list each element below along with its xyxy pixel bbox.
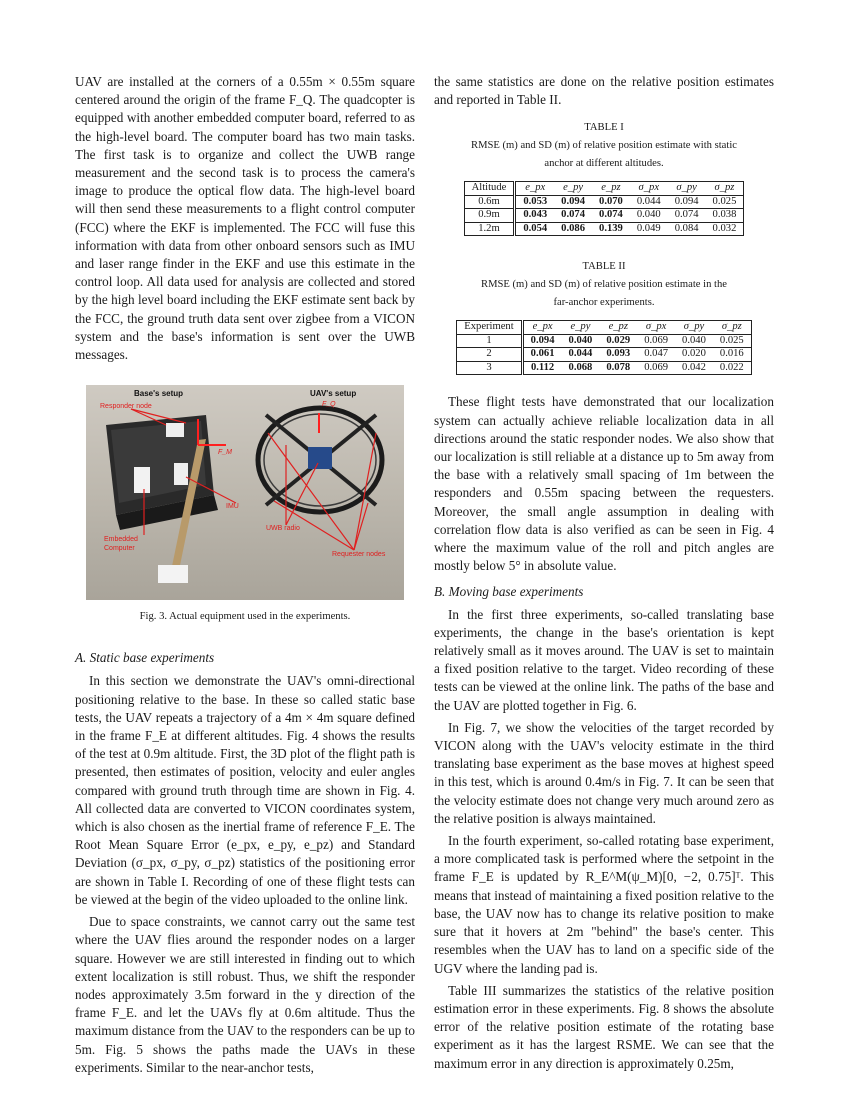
- table-row: [464, 222, 744, 236]
- table2-cell: 0.078: [599, 361, 637, 375]
- figure-label-imu: IMU: [226, 503, 239, 511]
- table1-cell: 0.6m: [464, 195, 515, 209]
- table1-header-cell: e_px: [515, 182, 554, 196]
- table2-cell: 1: [457, 334, 522, 348]
- table2-cell: 0.047: [637, 348, 675, 362]
- table2-label: TABLE II: [582, 261, 626, 273]
- table2-cell: 0.022: [713, 361, 751, 375]
- figure-caption: Fig. 3. Actual equipment used in the experiments.: [139, 611, 351, 623]
- right-column: [434, 73, 774, 1073]
- table2-cell: 0.040: [562, 334, 600, 348]
- table1-header-cell: σ_pz: [706, 182, 744, 196]
- table1-label: TABLE I: [584, 122, 624, 134]
- table-1: [464, 181, 745, 236]
- table1-cell: 0.9m: [464, 209, 515, 223]
- figure-label-uav: UAV's setup: [310, 389, 357, 399]
- table2-cell: 0.042: [675, 361, 713, 375]
- table1-cell: 0.074: [554, 209, 592, 223]
- table1-cell: 0.043: [515, 209, 554, 223]
- table2-cell: 0.094: [522, 334, 561, 348]
- figure-label-embedded: Embedded Computer: [104, 536, 138, 553]
- table2-cell: 0.068: [562, 361, 600, 375]
- table2-header-cell: σ_py: [675, 321, 713, 335]
- table-2: [456, 320, 751, 375]
- table2-cell: 0.040: [675, 334, 713, 348]
- table1-header-cell: σ_px: [630, 182, 668, 196]
- table1-cell: 0.038: [706, 209, 744, 223]
- table2-cell: 2: [457, 348, 522, 362]
- table2-cell: 0.069: [637, 361, 675, 375]
- paragraph-left-2: In this section we demonstrate the UAV's omni-directional positioning relative to the base. In these so called static base tests, the UAV repeats a trajectory of a 4m × 4m square defined in the frame F_E at different altitudes. Fig. 4 shows the results of the test at 0.9m altitude. First, the 3D plot of the flight path is presented, then estimates of position, velocity and euler angles compared with ground truth through time are shown in Fig. 4. All collected data are converted to VICON coordinates system, which is also chosen as the inertial frame of reference F_E. The Root Mean Square Error (e_px, e_py, e_pz) and Standard Deviation (σ_px, σ_py, σ_pz) statistics of the positioning error are shown in Table I. Recording of one of these flight tests can be viewed at the begin of the video uploaded to the online link.: [75, 673, 415, 907]
- table1-cell: 0.139: [592, 222, 630, 236]
- table1-header-cell: e_py: [554, 182, 592, 196]
- table2-cell: 0.025: [713, 334, 751, 348]
- table-row: [457, 348, 751, 362]
- table2-header-cell: σ_pz: [713, 321, 751, 335]
- table1-cell: 0.049: [630, 222, 668, 236]
- table2-header-cell: e_px: [522, 321, 561, 335]
- table2-header-cell: Experiment: [457, 321, 522, 335]
- paragraph-right-6: Table III summarizes the statistics of the relative position estimation error in these experiments. Fig. 8 shows the absolute error of the relative position estimate of the rotating base experiment as it has the largest RSME. We can see that the maximum error in any direction is approximately 0.25m,: [434, 982, 774, 1071]
- section-heading-a: A. Static base experiments: [75, 650, 215, 666]
- equipment-photo: [86, 385, 404, 600]
- paragraph-right-4: In Fig. 7, we show the velocities of the target recorded by VICON along with the UAV's velocity estimate in the third translating base experiment as the base moves at highest speed in this test, which is around 0.4m/s in Fig. 7. It can be seen that the velocity estimate does not change very much around zero as the relative position is always maintained.: [434, 719, 774, 826]
- table-row: [464, 195, 744, 209]
- table1-header-cell: e_pz: [592, 182, 630, 196]
- table1-cell: 0.054: [515, 222, 554, 236]
- table1-cell: 0.074: [592, 209, 630, 223]
- table2-cell: 0.020: [675, 348, 713, 362]
- figure-label-fq: F_Q: [322, 401, 336, 409]
- left-column: [75, 73, 415, 1077]
- table1-cell: 0.053: [515, 195, 554, 209]
- table2-header-cell: e_py: [562, 321, 600, 335]
- table1-cell: 0.094: [554, 195, 592, 209]
- table1-cell: 0.032: [706, 222, 744, 236]
- table1-cell: 1.2m: [464, 222, 515, 236]
- figure-label-requester: Requester nodes: [332, 551, 386, 559]
- table2-caption-line2: far-anchor experiments.: [553, 297, 655, 309]
- table2-caption-line1: RMSE (m) and SD (m) of relative position estimate in the: [481, 279, 727, 291]
- table2-cell: 0.044: [562, 348, 600, 362]
- figure-label-uwb: UWB radio: [266, 525, 300, 533]
- table1-header-cell: Altitude: [464, 182, 515, 196]
- figure-label-responder: Responder node: [100, 403, 152, 411]
- paragraph-right-2: These flight tests have demonstrated that our localization system can actually achieve reliable localization data in all directions around the static responder nodes. We also show that our localization is still reliable at a distance up to 5m away from the base with a relatively small spacing of 1m between the responders and 0.55m spacing between the requesters. Moreover, the small angle assumption in dealing with correlation flow data is also verified as can be seen in Fig. 4 where the maximum value of the roll and pitch angles are mostly below 5° in absolute value.: [434, 394, 774, 574]
- table2-header-cell: σ_px: [637, 321, 675, 335]
- section-heading-b: B. Moving base experiments: [434, 584, 584, 600]
- paragraph-right-5: In the fourth experiment, so-called rotating base experiment, a more complicated task is performed where the setpoint in the frame F_E is updated by R_E^M(ψ_M)[0, −2, 0.75]ᵀ. This means that instead of maintaining a fixed position relative to the base, the UAV now has to change its relative position to make sure that it hovers at 2m "behind" the base's center. This resembles when the UAV has to land on a specific side of the UGV where the landing pad is.: [434, 833, 774, 976]
- table2-cell: 0.029: [599, 334, 637, 348]
- table1-cell: 0.086: [554, 222, 592, 236]
- table1-cell: 0.084: [668, 222, 706, 236]
- table1-cell: 0.094: [668, 195, 706, 209]
- table1-caption-line2: anchor at different altitudes.: [544, 158, 664, 170]
- table1-header-cell: σ_py: [668, 182, 706, 196]
- table-row: [457, 361, 751, 375]
- table2-cell: 0.061: [522, 348, 561, 362]
- paragraph-right-1: the same statistics are done on the relative position estimates and reported in Table II.: [434, 74, 774, 108]
- table1-cell: 0.040: [630, 209, 668, 223]
- table-row: [457, 334, 751, 348]
- figure-label-base: Base's setup: [134, 389, 184, 399]
- table1-caption-line1: RMSE (m) and SD (m) of relative position estimate with static: [471, 140, 737, 152]
- table2-header-cell: e_pz: [599, 321, 637, 335]
- table2-cell: 0.016: [713, 348, 751, 362]
- table1-cell: 0.074: [668, 209, 706, 223]
- table-row: [464, 209, 744, 223]
- table2-cell: 0.069: [637, 334, 675, 348]
- paragraph-left-3: Due to space constraints, we cannot carry out the same test where the UAV flies around the responder nodes on a larger square. However we are still interested in finding out to which extent localization is still robust. Thus, we shift the responder nodes approximately 3.5m forward in the y direction of the frame F_E. and let the UAVs fly at 0.6m altitude. Thus the maximum distance from the UAV to the responders can be up to 5m. Fig. 5 shows the paths made the UAVs in these experiments. Similar to the near-anchor tests,: [75, 914, 415, 1075]
- paragraph-left-1: UAV are installed at the corners of a 0.55m × 0.55m square centered around the origin of the frame F_Q. The quadcopter is equipped with another embedded computer board, referred to as the high-level board. The computer board has two main tasks. The first task is to organize and collect the UWB range measurement and the second task is to process the camera's image to produce the optical flow data. The high-level board will then send these measurements to a flight control computer (FCC) where the EKF is implemented. The FCC will fuse this information with data from other onboard sensors such as IMU and laser range finder in the EKF and use this estimate in the control loop. All data used for analysis are collected and stored by the high level board including the EKF estimate sent back by the FCC, the ground truth data sent over zigbee from a VICON system and the base's information is sent over the UWB messages.: [75, 74, 415, 363]
- table2-cell: 3: [457, 361, 522, 375]
- table1-cell: 0.025: [706, 195, 744, 209]
- table2-cell: 0.112: [522, 361, 561, 375]
- table1-cell: 0.044: [630, 195, 668, 209]
- table1-cell: 0.070: [592, 195, 630, 209]
- paragraph-right-3: In the first three experiments, so-called translating base experiments, the change in the base's orientation is kept relatively small as it moves around. The UAV is set to maintain a fixed position relative to the target. Video recording of these tests can be viewed at the online link. The paths of the base and the UAV are plotted together in Fig. 6.: [434, 606, 774, 713]
- table2-cell: 0.093: [599, 348, 637, 362]
- figure-label-fm: F_M: [218, 449, 232, 457]
